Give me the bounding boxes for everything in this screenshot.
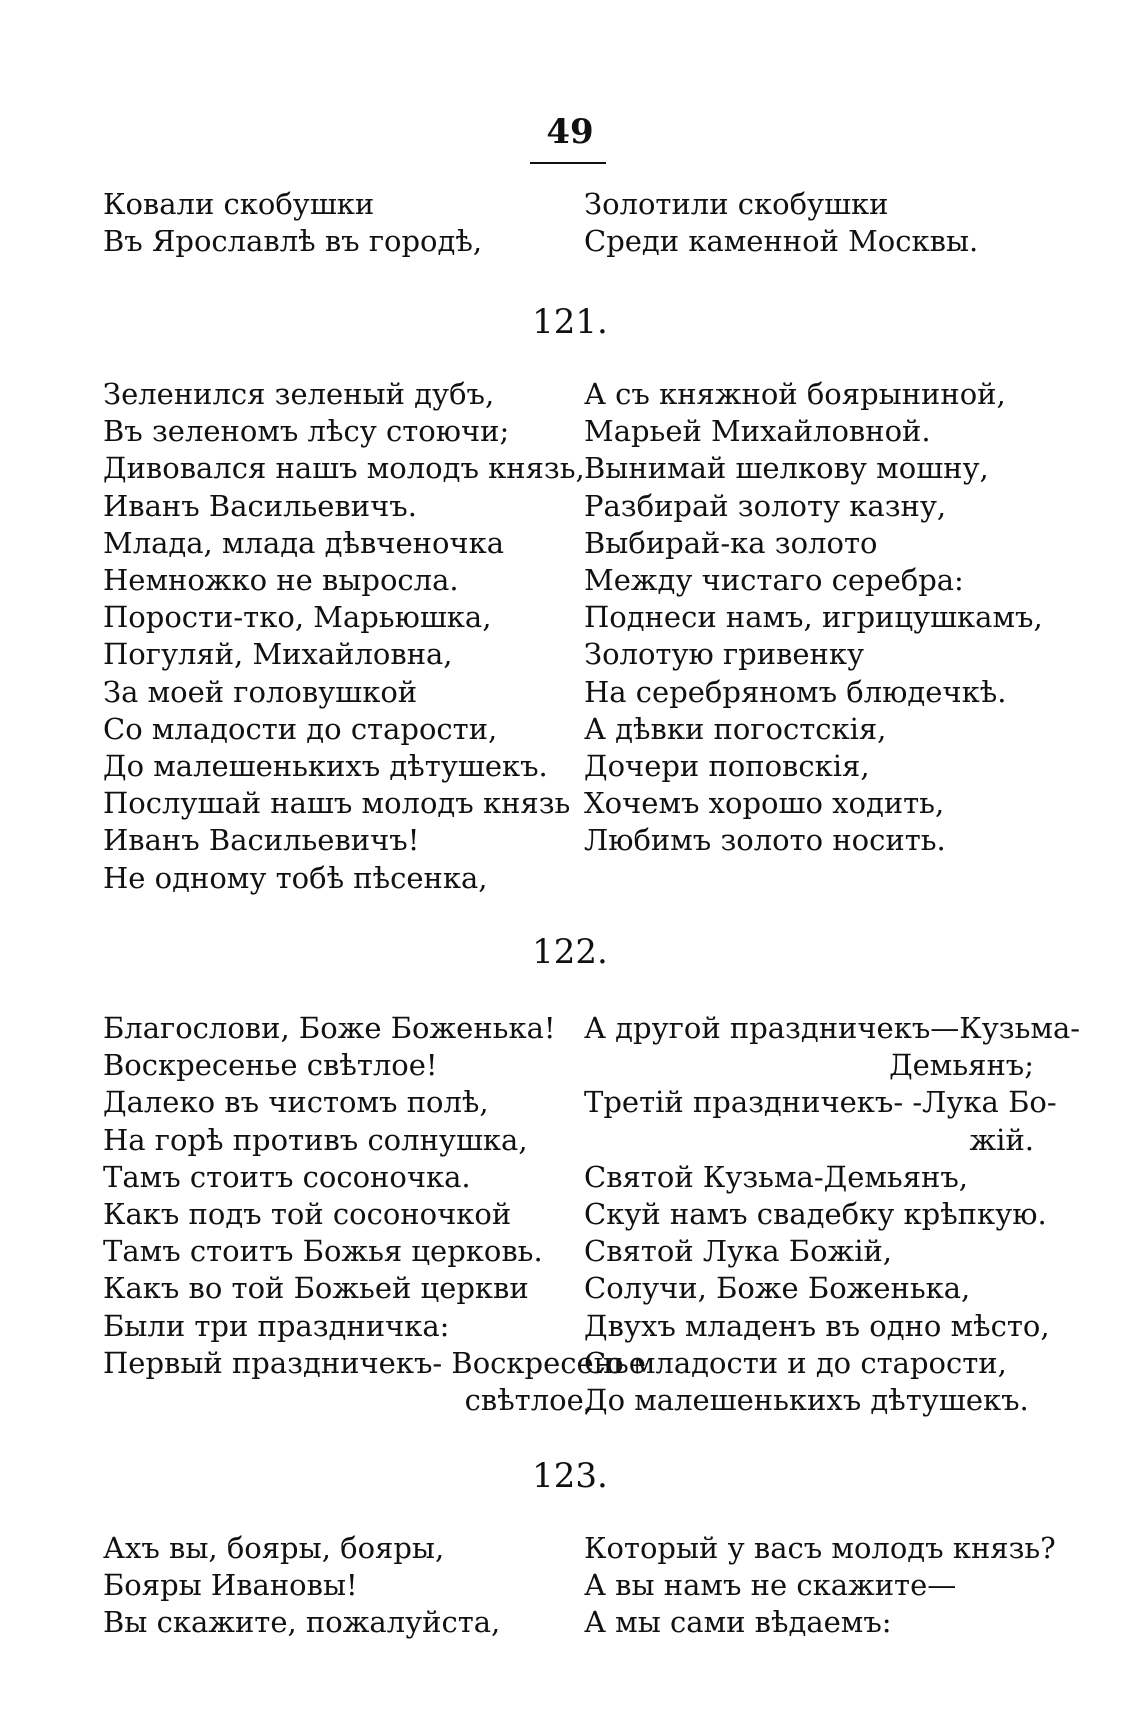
verse-line: Любимъ золото носить. [584,823,946,858]
verse-line: Марьей Михайловной. [584,414,931,449]
page-number-underline [530,162,606,164]
verse-line: А мы сами вѣдаемъ: [584,1605,892,1640]
verse-line: А дѣвки погостскія, [584,711,887,746]
verse-line: Ковали скобушки [103,187,375,221]
verse-line-continuation: жій. [969,1122,1034,1157]
verse-line: Благослови, Боже Боженька! [103,1011,556,1045]
verse-line: Со младости до старости, [103,711,498,746]
verse-line: Иванъ Васильевичъ. [103,488,417,523]
verse-line: Золотили скобушки [584,187,889,221]
section-number-123: 123. [532,1456,608,1496]
verse-line: Немножко не выросла. [103,563,459,598]
verse-line: Погуляй, Михайловна, [103,637,453,672]
verse-line: Вынимай шелкову мошну, [584,451,989,486]
verse-line: Были три праздничка: [103,1308,450,1343]
verse-line: Далеко въ чистомъ полѣ, [103,1085,489,1120]
verse-line: Солучи, Боже Боженька, [584,1271,971,1306]
section-number-121: 121. [532,302,608,342]
intro-right-column [584,186,1074,260]
verse-line: Тамъ стоитъ Божья церковь. [103,1234,543,1269]
verse-line: Дочери поповскія, [584,749,870,784]
verse-line: Воскресенье свѣтлое! [103,1048,438,1083]
verse-line: Между чистаго серебра: [584,563,964,598]
verse-line: Ахъ вы, бояры, бояры, [103,1531,445,1565]
section-121-right-column [584,376,1074,860]
section-122-left-column [103,1010,646,1419]
verse-line: Дивовался нашъ молодъ князь, [103,451,585,486]
verse-line: Порости-тко, Марьюшка, [103,600,492,635]
verse-line: Хочемъ хорошо ходить, [584,786,945,821]
verse-line: На серебряномъ блюдечкѣ. [584,674,1007,709]
section-123-left-column [103,1530,593,1642]
verse-line: Иванъ Васильевичъ! [103,823,420,858]
verse-line: Какъ подъ той сосоночкой [103,1197,512,1232]
verse-line: А съ княжной боярыниной, [584,377,1006,411]
verse-line: Среди каменной Москвы. [584,224,979,259]
intro-left-column [103,186,593,260]
verse-line: Святой Лука Божій, [584,1234,893,1269]
verse-line: Выбирай-ка золото [584,525,878,560]
verse-line-continuation: Демьянъ; [889,1048,1034,1083]
verse-line: Послушай нашъ молодъ князь [103,786,571,821]
verse-line: Тамъ стоитъ сосоночка. [103,1159,471,1194]
verse-line: Млада, млада дѣвченочка [103,525,505,560]
verse-line: Зеленился зеленый дубъ, [103,377,495,411]
verse-line: На горѣ противъ солнушка, [103,1122,528,1157]
verse-line-continuation: свѣтлое, [464,1383,593,1418]
verse-line: Который у васъ молодъ князь? [584,1531,1056,1565]
verse-line: Въ зеленомъ лѣсу стоючи; [103,414,510,449]
verse-line: Со младости и до старости, [584,1345,1007,1380]
verse-line: Поднеси намъ, игрицушкамъ, [584,600,1043,635]
section-121-left-column [103,376,593,897]
section-122-right-column [584,1010,1081,1419]
verse-line: Первый праздничекъ- Воскресенье [103,1345,646,1380]
verse-line: За моей головушкой [103,674,418,709]
verse-line: Двухъ младенъ въ одно мѣсто, [584,1308,1050,1343]
verse-line: Разбирай золоту казну, [584,488,947,523]
section-number-122: 122. [532,932,608,972]
verse-line: А вы намъ не скажите— [584,1568,957,1603]
verse-line: Золотую гривенку [584,637,865,672]
verse-line: Какъ во той Божьей церкви [103,1271,529,1306]
verse-line: До малешенькихъ дѣтушекъ. [103,749,548,784]
verse-line: Вы скажите, пожалуйста, [103,1605,501,1640]
verse-line: Третій праздничекъ- -Лука Бо- [584,1085,1057,1120]
verse-line: Въ Ярославлѣ въ городѣ, [103,224,483,259]
verse-line: Скуй намъ свадебку крѣпкую. [584,1197,1047,1232]
verse-line: Не одному тобѣ пѣсенка, [103,860,488,895]
page-number: 49 [546,112,594,152]
verse-line: Бояры Ивановы! [103,1568,358,1603]
verse-line: До малешенькихъ дѣтушекъ. [584,1383,1029,1418]
section-123-right-column [584,1530,1074,1642]
verse-line: Святой Кузьма-Демьянъ, [584,1159,968,1194]
verse-line: А другой праздничекъ—Кузьма- [584,1011,1081,1045]
